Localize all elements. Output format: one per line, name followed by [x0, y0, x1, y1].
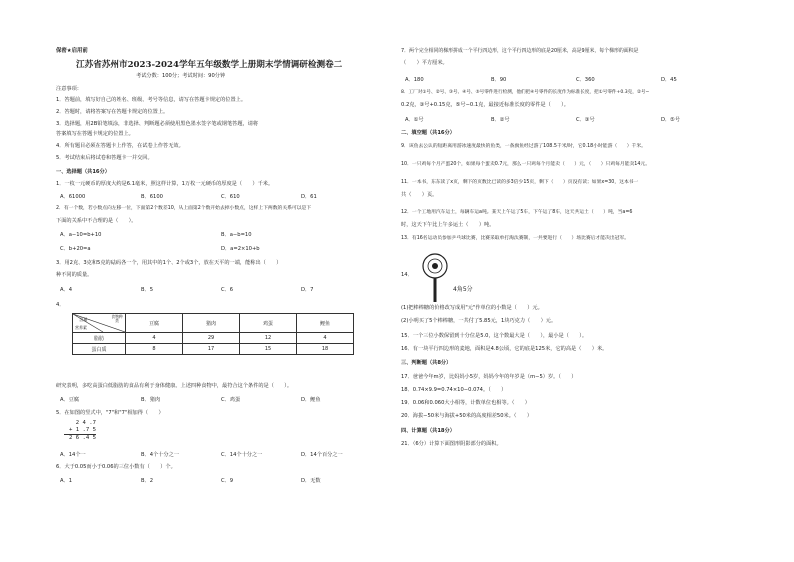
question-14-2: (2)小明买了5个棒棒糖，一共付了5.85元，1块巧克力（ ）元。 — [401, 318, 557, 324]
question-13: 13．有16名运动员参加乒乓球比赛，比赛采取单打淘汰赛制，一共要进行（ ）场比赛后才能决出冠军。 — [401, 236, 630, 241]
question-16: 16．有一块平行四边形的麦地，面积是4.8公顷，它的底是125米，它的高是（ ）米。 — [401, 346, 608, 352]
option: C．③号 — [576, 117, 595, 123]
option: D．⑤号 — [661, 117, 681, 123]
table-row-label: 蛋白质 — [73, 344, 126, 355]
question-3-cont: 种不同的质量。 — [56, 272, 93, 278]
table-cell: 12 — [240, 333, 297, 344]
option: B．②号 — [491, 117, 510, 123]
calc-line: + 1 .7 5 — [64, 427, 96, 435]
corner-mid: 食物种类 — [111, 314, 123, 323]
note-item: 5．考试结束后将试卷和答题卡一并交回。 — [56, 155, 153, 161]
option: B．a−b=10 — [221, 232, 252, 238]
option: C．14个十分之一 — [221, 452, 263, 458]
option: B．2 — [141, 478, 154, 484]
table-cell: 8 — [126, 344, 183, 355]
question-17: 17．爸爸今年m岁，比妈妈小5岁，妈妈今年的年岁是（m−5）岁。（ ） — [401, 374, 577, 380]
option: C．鸡蛋 — [221, 397, 241, 403]
question-2: 2．有一个数，若小数点向左移一位，下面第2个数差10，从上面第2个数开始去掉小数点，这样上下两数的关系可以是下 — [56, 206, 312, 211]
option: B．90 — [491, 77, 507, 83]
option: A．a−10=b+10 — [60, 232, 102, 238]
option: C．9 — [221, 478, 234, 484]
lollipop-icon — [421, 250, 481, 304]
question-8-cont: 0.2克，③号+0.15克，⑤号−0.1克，最接近标准长度的零件是（ ）。 — [401, 102, 569, 108]
question-18: 18．0.74×9.9=0.74×10−0.074。（ ） — [401, 387, 507, 393]
option: A．61000 — [60, 194, 86, 200]
question-3: 3．用2克、3克和5克的砝码各一个，用其中的1个、2个或3个，放在天平的一端，能称出（ ） — [56, 260, 282, 266]
question-1: 1．一枚一元硬币的厚度大约是6.1毫米，照这样计算，1万枚一元硬币的厚度是（ ）千米。 — [56, 181, 274, 187]
option: D．61 — [301, 194, 317, 200]
question-19: 19．0.06和0.060大小相等，计数单位也相等。（ ） — [401, 400, 530, 406]
option: C．360 — [576, 77, 595, 83]
note-item: 2．答题时，请将答案写在答题卡规定的位置上。 — [56, 109, 169, 115]
note-item: 答案填写在答题卡规定的位置上。 — [56, 131, 134, 137]
section-heading: 三、判断题（共8分） — [401, 360, 452, 366]
notes-heading: 注意事项： — [56, 86, 82, 92]
table-col-header: 鲤鱼 — [297, 314, 354, 333]
table-cell: 4 — [126, 333, 183, 344]
option: A．180 — [405, 77, 424, 83]
option: A．①号 — [405, 117, 424, 123]
nutrition-table — [72, 313, 354, 355]
table-col-header: 猪肉 — [183, 314, 240, 333]
question-6: 6．大于0.05而小于0.06的三位小数有（ ）个。 — [56, 464, 176, 470]
question-20: 20．海拔−50米与海拔+50米的高度相差50米。（ ） — [401, 413, 533, 419]
table-col-header: 豆腐 — [126, 314, 183, 333]
corner-top: 含量 — [79, 317, 88, 322]
table-row — [73, 344, 354, 355]
vertical-calculation — [64, 420, 96, 442]
question-12-cont: 时，这天下午比上午多运土（ ）吨。 — [401, 222, 495, 228]
note-item: 3．选择题，用2B铅笔填涂，非选择、判断题必须使用黑色墨水签字笔或钢笔答题，请将 — [56, 121, 259, 127]
table-cell: 4 — [297, 333, 354, 344]
calc-line: 2 4 .7 — [75, 420, 96, 426]
table-header-row — [73, 314, 354, 333]
table-col-header: 鸡蛋 — [240, 314, 297, 333]
question-15: 15．一个三位小数保留到十分位是5.0，这个数最大是（ ），最小是（ ）。 — [401, 333, 588, 339]
table-cell: 29 — [183, 333, 240, 344]
question-14-1: (1)把棒棒糖的价格改写成用"元"作单位的小数是（ ）元。 — [401, 305, 543, 311]
option: C．610 — [221, 194, 240, 200]
table-corner — [73, 314, 126, 333]
option: A．1 — [60, 478, 73, 484]
question-2-cont: 下面的关系中不合理的是（ ）。 — [56, 218, 137, 224]
option: A．14个一 — [60, 452, 86, 458]
question-11-cont: 共（ ）页。 — [401, 192, 438, 198]
question-10: 10．一只鸡每个月产蛋20个，如果每个蛋卖0.7元，那么一只鸡每个月能卖（ ）元，（ ）只鸡每月能卖14元。 — [401, 162, 650, 167]
corner-bottom: 营养素 — [75, 325, 87, 330]
section-heading: 一、选择题（共16分） — [56, 169, 110, 175]
question-11: 11．一本书，东东读了x页，剩下的页数比已读的多3倍少15页，剩下（ ）页没有读；如果x=30，这本书一 — [401, 180, 639, 185]
secret-label: 保密★启用前 — [56, 48, 88, 54]
table-cell: 15 — [240, 344, 297, 355]
calc-result: 2 6 .4 5 — [69, 435, 96, 441]
section-heading: 二、填空题（共16分） — [401, 130, 455, 136]
option: A．豆腐 — [60, 397, 80, 403]
question-7: 7．两个完全相同的梯形拼成一个平行四边形，这个平行四边形的底是20厘米，高是9厘米，每个梯形的面积是 — [401, 48, 639, 54]
price-label: 4角5分 — [453, 286, 473, 293]
question-14: 14． — [401, 272, 413, 278]
question-8: 8．工厂对①号、②号、③号、④号、⑤号零件进行检测，他们把④号零件的长度作为标准长度，把①号零件+0.3克，②号− — [401, 90, 650, 95]
option: B．5 — [141, 287, 154, 293]
section-heading: 四、计算题（共18分） — [401, 428, 455, 434]
option: D．鲤鱼 — [301, 397, 321, 403]
question-4: 4． — [56, 302, 65, 308]
note-item: 1．答题前，填写好自己的姓名、班级、考号等信息，请写在答题卡规定的位置上。 — [56, 97, 247, 103]
option: B．猪肉 — [141, 397, 161, 403]
option: D．14个百分之一 — [301, 452, 343, 458]
option: D．无数 — [301, 478, 321, 484]
option: D．7 — [301, 287, 314, 293]
question-5: 5．在如图的竖式中，"7"和"7"相加得（ ） — [56, 410, 164, 416]
table-cell: 18 — [297, 344, 354, 355]
question-21: 21．（6分）计算下面图形阴影部分的面积。 — [401, 441, 502, 447]
question-12: 12．一个工地用汽车运土，每辆车运a吨。某天上午运了5车，下午运了8车，这天共运土（ ）吨，当a=6 — [401, 210, 633, 215]
option: D．45 — [661, 77, 677, 83]
question-7-cont: （ ）平方厘米。 — [401, 60, 448, 66]
question-9: 9．该鱼去公认的短距离用游冰速度最快的鱼类，一条旗鱼经过游了108.5千米/时，它0.18小时能游（ ）千米。 — [401, 144, 646, 149]
table-row-label: 脂肪 — [73, 333, 126, 344]
option: B．6100 — [141, 194, 163, 200]
table-row — [73, 333, 354, 344]
exam-paper — [56, 40, 746, 535]
option: A．4 — [60, 287, 73, 293]
option: D．a=2×10+b — [221, 246, 260, 252]
note-item: 4．所有题目必须在答题卡上作答，在试卷上作答无效。 — [56, 143, 184, 149]
page-title: 江苏省苏州市2023-2024学年五年级数学上册期末学情调研检测卷二 — [76, 60, 343, 70]
option: C．b+20=a — [60, 246, 91, 252]
question-4-text: 研究表明，多吃高蛋白低脂肪的食品有利于身体健康。上述四种食物中，最符合这个条件的是（ ）。 — [56, 383, 293, 389]
option: B．4个十分之一 — [141, 452, 179, 458]
exam-meta: 考试分数：100分；考试时间：90分钟 — [136, 73, 226, 79]
option: C．6 — [221, 287, 234, 293]
table-cell: 17 — [183, 344, 240, 355]
